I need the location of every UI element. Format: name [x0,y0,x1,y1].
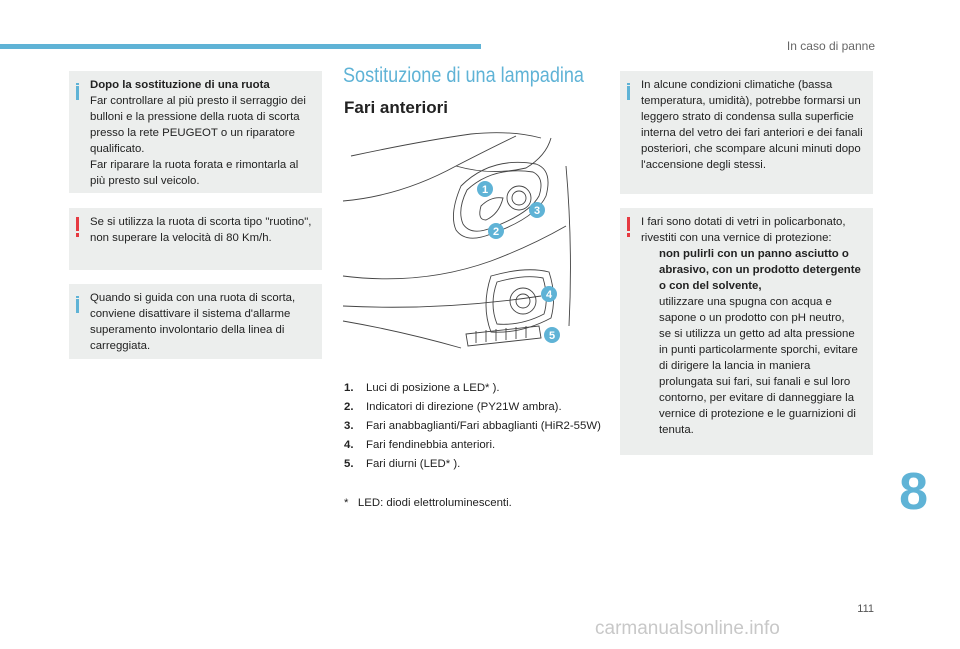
list-text: Luci di posizione a LED* ). [366,382,500,394]
footnote: * LED: diodi elettroluminescenti. [344,497,512,509]
warning-icon [627,217,630,237]
list-item [641,326,863,438]
chapter-number: 8 [899,463,928,521]
box-paragraph: Far controllare al più presto il serraggio dei bulloni e la pressione della ruota di scorta presso la rete PEUGEOT o un riparatore qualificato. [90,95,306,155]
box-text: Se si utilizza la ruota di scorta tipo "ruotino", non superare la velocità di 80 Km/h. [90,216,312,244]
section-title: In caso di panne [786,39,875,53]
list-item [641,294,863,326]
warning-icon [76,217,79,237]
section-heading: Fari anteriori [344,98,448,117]
list-item [641,246,863,294]
list-item [344,456,614,472]
list-item [344,418,614,434]
list-item [344,380,614,396]
callout-label-1: 1 [481,184,489,196]
lamp-list [344,380,614,475]
callout-label-3: 3 [533,205,541,217]
warning-box-spare-wheel [69,208,322,270]
bullet-list [641,246,863,438]
page-number: 111 [857,603,874,615]
headlight-illustration [341,126,576,359]
box-paragraph: Far riparare la ruota forata e rimontarla al più presto sul veicolo. [90,159,299,187]
info-box-wheel-change [69,71,322,193]
callout-label-5: 5 [548,330,556,342]
header-accent-bar [0,44,481,49]
list-item [344,437,614,453]
bullet-text: utilizzare una spugna con acqua e sapone o un prodotto con pH neutro, [659,296,845,324]
list-number: 5. [344,458,354,470]
list-number: 3. [344,420,354,432]
warning-box-polycarbonate [620,208,873,455]
info-box-condensation [620,71,873,194]
page-title: Sostituzione di una lampadina [343,64,584,87]
info-icon [627,80,630,100]
box-text: Quando si guida con una ruota di scorta, conviene disattivare il sistema d'allarme superamento involontario della linea di carreggiata. [90,292,296,352]
headlight-diagram [341,126,576,359]
watermark: carmanualsonline.info [595,618,780,639]
box-heading: Dopo la sostituzione di una ruota [90,79,270,91]
list-number: 1. [344,382,354,394]
bullet-text: non pulirli con un panno asciutto o abrasivo, con un prodotto detergente o con del solvente, [659,248,861,292]
list-text: Fari anabbaglianti/Fari abbaglianti (HiR2-55W) [366,420,601,432]
list-item [344,399,614,415]
info-icon [76,293,79,313]
list-number: 4. [344,439,354,451]
info-icon [76,80,79,100]
list-text: Indicatori di direzione (PY21W ambra). [366,401,562,413]
callout-label-2: 2 [492,226,500,238]
list-number: 2. [344,401,354,413]
bullet-text: se si utilizza un getto ad alta pressione in punti particolarmente sporchi, evitare di dirigere la lancia in maniera prolungata sui fari, sui fanali e sul loro contorno, per evitare di danneggiare la vernice di protezione e le guarnizioni di tenuta. [659,328,858,436]
callout-label-4: 4 [545,289,553,301]
box-intro: I fari sono dotati di vetri in policarbonato, rivestiti con una vernice di protezione: [641,216,846,244]
list-text: Fari diurni (LED* ). [366,458,461,470]
info-box-lane-departure [69,284,322,359]
list-text: Fari fendinebbia anteriori. [366,439,496,451]
box-text: In alcune condizioni climatiche (bassa temperatura, umidità), potrebbe formarsi un leggero strato di condensa sulla superficie interna del vetro dei fari anteriori e dei fanali posteriori, che scompare alcuni minuti dopo l'accensione degli stessi. [641,79,863,171]
